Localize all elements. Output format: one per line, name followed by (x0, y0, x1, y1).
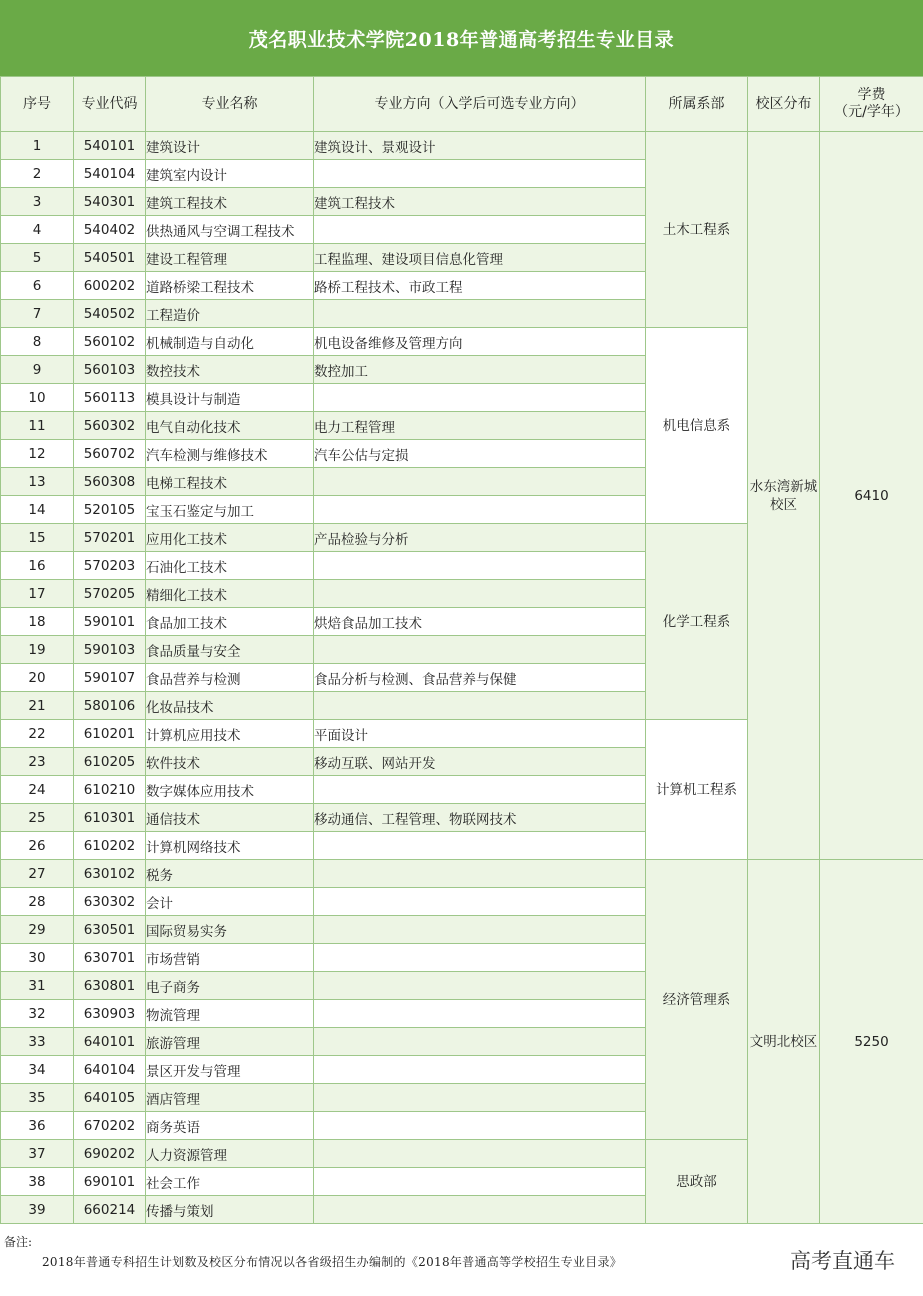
row-major-name: 人力资源管理 (146, 1140, 314, 1168)
row-seq: 26 (1, 832, 74, 860)
row-direction (314, 636, 646, 664)
row-major-name: 计算机应用技术 (146, 720, 314, 748)
row-direction: 汽车公估与定损 (314, 440, 646, 468)
header-campus: 校区分布 (748, 77, 820, 132)
row-direction: 移动互联、网站开发 (314, 748, 646, 776)
header-fee-line2: （元/学年） (834, 104, 909, 120)
row-seq: 27 (1, 860, 74, 888)
row-seq: 11 (1, 412, 74, 440)
row-seq: 25 (1, 804, 74, 832)
watermark-logo: 高考直通车 (790, 1249, 895, 1273)
row-major-name: 建设工程管理 (146, 244, 314, 272)
row-seq: 19 (1, 636, 74, 664)
row-major-name: 市场营销 (146, 944, 314, 972)
row-code: 570201 (74, 524, 146, 552)
row-seq: 38 (1, 1168, 74, 1196)
row-direction (314, 916, 646, 944)
row-major-name: 建筑设计 (146, 132, 314, 160)
row-code: 580106 (74, 692, 146, 720)
row-direction: 平面设计 (314, 720, 646, 748)
row-major-name: 建筑室内设计 (146, 160, 314, 188)
row-direction (314, 1056, 646, 1084)
row-seq: 37 (1, 1140, 74, 1168)
row-major-name: 食品加工技术 (146, 608, 314, 636)
row-seq: 29 (1, 916, 74, 944)
row-code: 590107 (74, 664, 146, 692)
row-code: 560308 (74, 468, 146, 496)
row-direction: 工程监理、建设项目信息化管理 (314, 244, 646, 272)
row-code: 610205 (74, 748, 146, 776)
row-major-name: 计算机网络技术 (146, 832, 314, 860)
row-code: 540301 (74, 188, 146, 216)
row-direction (314, 1168, 646, 1196)
row-major-name: 数字媒体应用技术 (146, 776, 314, 804)
row-code: 540501 (74, 244, 146, 272)
row-code: 630302 (74, 888, 146, 916)
row-direction: 食品分析与检测、食品营养与保健 (314, 664, 646, 692)
table-row (1, 860, 923, 888)
footer-note (0, 1223, 923, 1296)
row-major-name: 应用化工技术 (146, 524, 314, 552)
row-seq: 14 (1, 496, 74, 524)
department-cell: 经济管理系 (646, 860, 748, 1140)
row-code: 630801 (74, 972, 146, 1000)
row-major-name: 宝玉石鉴定与加工 (146, 496, 314, 524)
row-seq: 9 (1, 356, 74, 384)
row-major-name: 工程造价 (146, 300, 314, 328)
row-direction (314, 384, 646, 412)
department-cell: 机电信息系 (646, 328, 748, 524)
row-major-name: 石油化工技术 (146, 552, 314, 580)
row-code: 560102 (74, 328, 146, 356)
row-code: 590101 (74, 608, 146, 636)
row-direction (314, 832, 646, 860)
note-label: 备注: (4, 1235, 33, 1249)
row-major-name: 传播与策划 (146, 1196, 314, 1224)
header-fee-line1: 学费 (857, 87, 886, 103)
row-direction (314, 1028, 646, 1056)
header-code: 专业代码 (74, 77, 146, 132)
row-code: 610210 (74, 776, 146, 804)
row-code: 570203 (74, 552, 146, 580)
row-seq: 17 (1, 580, 74, 608)
row-code: 540502 (74, 300, 146, 328)
row-seq: 28 (1, 888, 74, 916)
header-name: 专业名称 (146, 77, 314, 132)
row-major-name: 物流管理 (146, 1000, 314, 1028)
row-major-name: 酒店管理 (146, 1084, 314, 1112)
row-seq: 35 (1, 1084, 74, 1112)
row-code: 590103 (74, 636, 146, 664)
row-major-name: 建筑工程技术 (146, 188, 314, 216)
row-major-name: 道路桥梁工程技术 (146, 272, 314, 300)
row-direction (314, 552, 646, 580)
table-header-row (1, 77, 923, 132)
row-direction (314, 496, 646, 524)
table-row (1, 132, 923, 160)
row-code: 560302 (74, 412, 146, 440)
row-direction: 建筑工程技术 (314, 188, 646, 216)
row-seq: 21 (1, 692, 74, 720)
row-major-name: 机械制造与自动化 (146, 328, 314, 356)
row-code: 540101 (74, 132, 146, 160)
row-major-name: 旅游管理 (146, 1028, 314, 1056)
table-body (1, 132, 923, 1224)
row-seq: 3 (1, 188, 74, 216)
row-major-name: 通信技术 (146, 804, 314, 832)
row-major-name: 模具设计与制造 (146, 384, 314, 412)
row-direction (314, 1196, 646, 1224)
row-code: 690101 (74, 1168, 146, 1196)
header-fee (820, 77, 923, 132)
row-code: 630102 (74, 860, 146, 888)
row-direction: 电力工程管理 (314, 412, 646, 440)
row-direction (314, 776, 646, 804)
row-seq: 20 (1, 664, 74, 692)
header-seq: 序号 (1, 77, 74, 132)
row-major-name: 电子商务 (146, 972, 314, 1000)
row-seq: 10 (1, 384, 74, 412)
row-direction (314, 1084, 646, 1112)
row-direction (314, 468, 646, 496)
row-seq: 30 (1, 944, 74, 972)
row-seq: 5 (1, 244, 74, 272)
department-cell: 计算机工程系 (646, 720, 748, 860)
row-seq: 39 (1, 1196, 74, 1224)
row-major-name: 社会工作 (146, 1168, 314, 1196)
row-seq: 1 (1, 132, 74, 160)
row-seq: 32 (1, 1000, 74, 1028)
row-direction: 机电设备维修及管理方向 (314, 328, 646, 356)
row-direction (314, 1140, 646, 1168)
row-seq: 36 (1, 1112, 74, 1140)
row-major-name: 软件技术 (146, 748, 314, 776)
row-code: 640105 (74, 1084, 146, 1112)
row-code: 630903 (74, 1000, 146, 1028)
row-code: 610201 (74, 720, 146, 748)
row-code: 640101 (74, 1028, 146, 1056)
row-code: 560103 (74, 356, 146, 384)
row-direction (314, 300, 646, 328)
row-direction: 烘焙食品加工技术 (314, 608, 646, 636)
row-code: 560702 (74, 440, 146, 468)
row-major-name: 供热通风与空调工程技术 (146, 216, 314, 244)
row-code: 570205 (74, 580, 146, 608)
header-direction: 专业方向（入学后可选专业方向） (314, 77, 646, 132)
row-code: 630701 (74, 944, 146, 972)
row-seq: 15 (1, 524, 74, 552)
row-seq: 2 (1, 160, 74, 188)
row-code: 660214 (74, 1196, 146, 1224)
page-title: 茂名职业技术学院2018年普通高考招生专业目录 (0, 0, 923, 76)
row-direction (314, 860, 646, 888)
row-seq: 22 (1, 720, 74, 748)
row-seq: 16 (1, 552, 74, 580)
row-code: 670202 (74, 1112, 146, 1140)
row-code: 610202 (74, 832, 146, 860)
row-direction: 移动通信、工程管理、物联网技术 (314, 804, 646, 832)
row-seq: 23 (1, 748, 74, 776)
row-major-name: 食品营养与检测 (146, 664, 314, 692)
row-major-name: 数控技术 (146, 356, 314, 384)
row-seq: 18 (1, 608, 74, 636)
row-direction: 数控加工 (314, 356, 646, 384)
department-cell: 土木工程系 (646, 132, 748, 328)
row-seq: 31 (1, 972, 74, 1000)
fee-cell: 6410 (820, 132, 923, 860)
row-direction: 路桥工程技术、市政工程 (314, 272, 646, 300)
row-major-name: 电梯工程技术 (146, 468, 314, 496)
row-seq: 6 (1, 272, 74, 300)
campus-cell: 水东湾新城校区 (748, 132, 820, 860)
row-direction (314, 160, 646, 188)
row-seq: 4 (1, 216, 74, 244)
row-direction (314, 580, 646, 608)
row-direction (314, 944, 646, 972)
row-seq: 12 (1, 440, 74, 468)
header-department: 所属系部 (646, 77, 748, 132)
row-code: 600202 (74, 272, 146, 300)
row-major-name: 电气自动化技术 (146, 412, 314, 440)
row-seq: 33 (1, 1028, 74, 1056)
row-major-name: 税务 (146, 860, 314, 888)
row-direction (314, 888, 646, 916)
fee-cell: 5250 (820, 860, 923, 1224)
row-code: 640104 (74, 1056, 146, 1084)
major-catalog-table (0, 76, 923, 1224)
row-code: 690202 (74, 1140, 146, 1168)
row-code: 540104 (74, 160, 146, 188)
department-cell: 化学工程系 (646, 524, 748, 720)
row-direction (314, 216, 646, 244)
row-seq: 24 (1, 776, 74, 804)
row-major-name: 商务英语 (146, 1112, 314, 1140)
row-seq: 8 (1, 328, 74, 356)
note-text: 2018年普通专科招生计划数及校区分布情况以各省级招生办编制的《2018年普通高等学校招生专业目录》 (42, 1255, 623, 1269)
row-direction: 建筑设计、景观设计 (314, 132, 646, 160)
campus-cell: 文明北校区 (748, 860, 820, 1224)
row-major-name: 食品质量与安全 (146, 636, 314, 664)
row-code: 520105 (74, 496, 146, 524)
row-direction (314, 1112, 646, 1140)
row-code: 630501 (74, 916, 146, 944)
row-code: 540402 (74, 216, 146, 244)
row-major-name: 景区开发与管理 (146, 1056, 314, 1084)
row-major-name: 化妆品技术 (146, 692, 314, 720)
row-direction: 产品检验与分析 (314, 524, 646, 552)
row-direction (314, 1000, 646, 1028)
row-seq: 34 (1, 1056, 74, 1084)
row-code: 610301 (74, 804, 146, 832)
row-major-name: 会计 (146, 888, 314, 916)
row-seq: 13 (1, 468, 74, 496)
row-major-name: 精细化工技术 (146, 580, 314, 608)
row-direction (314, 692, 646, 720)
row-major-name: 汽车检测与维修技术 (146, 440, 314, 468)
row-direction (314, 972, 646, 1000)
row-major-name: 国际贸易实务 (146, 916, 314, 944)
row-seq: 7 (1, 300, 74, 328)
row-code: 560113 (74, 384, 146, 412)
department-cell: 思政部 (646, 1140, 748, 1224)
